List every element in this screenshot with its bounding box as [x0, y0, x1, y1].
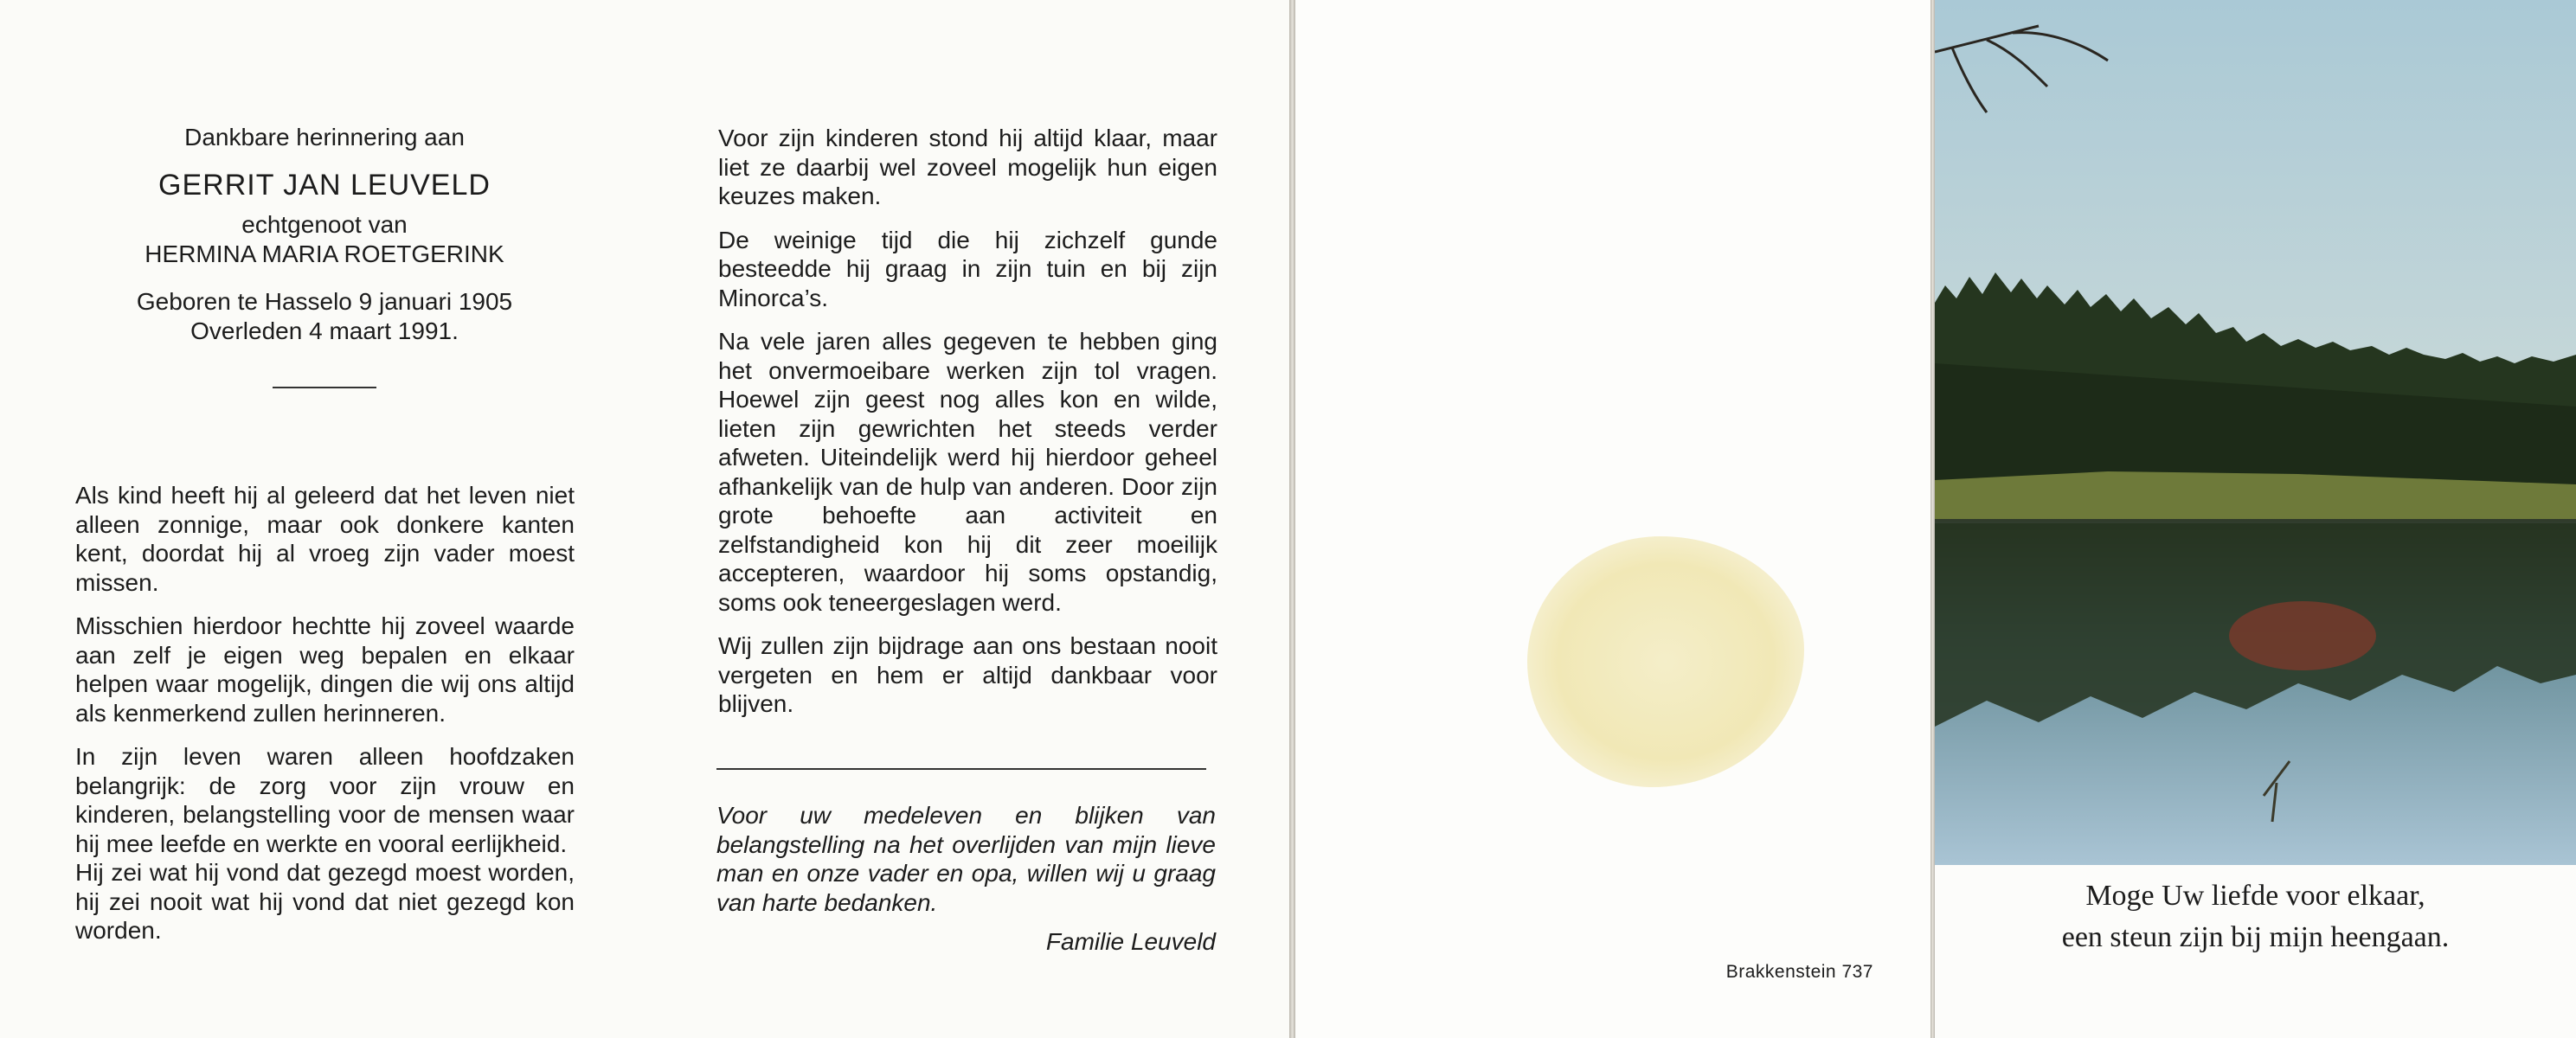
verse-line-1: Moge Uw liefde voor elkaar,	[2085, 880, 2425, 912]
paragraph: Hij zei wat hij vond dat gezegd moest worden, hij zei nooit wat hij vond dat niet gezegd kon worden.	[75, 859, 575, 944]
back-panel	[1295, 0, 1932, 1038]
verse	[1935, 875, 2576, 958]
paragraph: Na vele jaren alles gegeven te hebben ging het onvermoeibare werken zijn tol vragen. Hoewel zijn geest nog alles kon en wilde, lieten zijn gewrichten het steeds verder afweten. Uiteindelijk werd hij hierdoor geheel afhankelijk van de hulp van anderen. Door zijn grote behoefte aan activiteit en zelfstandigheid kon hij dit zeer moeilijk accepteren, waardoor hij soms opstandig, soms ook teneergeslagen werd.	[718, 328, 1217, 616]
paragraph: De weinige tijd die hij zichzelf gunde besteedde hij graag in zijn tuin en bij zijn Minorca’s.	[718, 226, 1217, 311]
paragraph: Voor zijn kinderen stond hij altijd klaar, maar liet ze daarbij wel zoveel mogelijk hun eigen keuzes maken.	[718, 125, 1217, 209]
lake-forest-image	[1935, 0, 2576, 865]
intro-line: Dankbare herinnering aan	[184, 124, 465, 151]
paragraph: In zijn leven waren alleen hoofdzaken belangrijk: de zorg voor zijn vrouw en kinderen, belangstelling voor de mensen waar hij mee leefde en werkte en vooral eerlijkheid.	[75, 743, 575, 857]
left-text-column	[75, 481, 575, 960]
fold-crease	[1289, 0, 1295, 1038]
spouse-intro: echtgenoot van	[241, 211, 408, 238]
spouse-name: HERMINA MARIA ROETGERINK	[145, 240, 504, 267]
paragraph: Wij zullen zijn bijdrage aan ons bestaan nooit vergeten en hem er altijd dankbaar voor blijven.	[718, 632, 1217, 717]
front-panel	[1935, 0, 2576, 1038]
landscape-photo	[1935, 0, 2576, 865]
birth-line: Geboren te Hasselo 9 januari 1905	[136, 288, 513, 315]
verse-line-2: een steun zijn bij mijn heengaan.	[2061, 921, 2450, 953]
right-text-column	[718, 124, 1217, 734]
printer-mark: Brakkenstein 737	[1725, 962, 1873, 982]
signature: Familie Leuveld	[1045, 928, 1216, 955]
thanks-block	[716, 801, 1216, 957]
thanks-text: Voor uw medeleven en blijken van belangstelling na het overlijden van mijn lieve man en onze vader en opa, willen wij u graag van harte bedanken.	[716, 802, 1216, 916]
header-block	[61, 123, 588, 388]
paragraph: Misschien hierdoor hechtte hij zoveel waarde aan zelf je eigen weg bepalen en elkaar helpen waar mogelijk, dingen die wij ons altijd als kenmerkend zullen herinneren.	[75, 612, 575, 727]
divider-long	[716, 768, 1206, 770]
death-line: Overleden 4 maart 1991.	[190, 317, 459, 344]
divider-short	[273, 387, 376, 388]
deceased-name: GERRIT JAN LEUVELD	[158, 168, 491, 202]
paragraph: Als kind heeft hij al geleerd dat het leven niet alleen zonnige, maar ook donkere kanten kent, doordat hij al vroeg zijn vader moest missen.	[75, 482, 575, 596]
